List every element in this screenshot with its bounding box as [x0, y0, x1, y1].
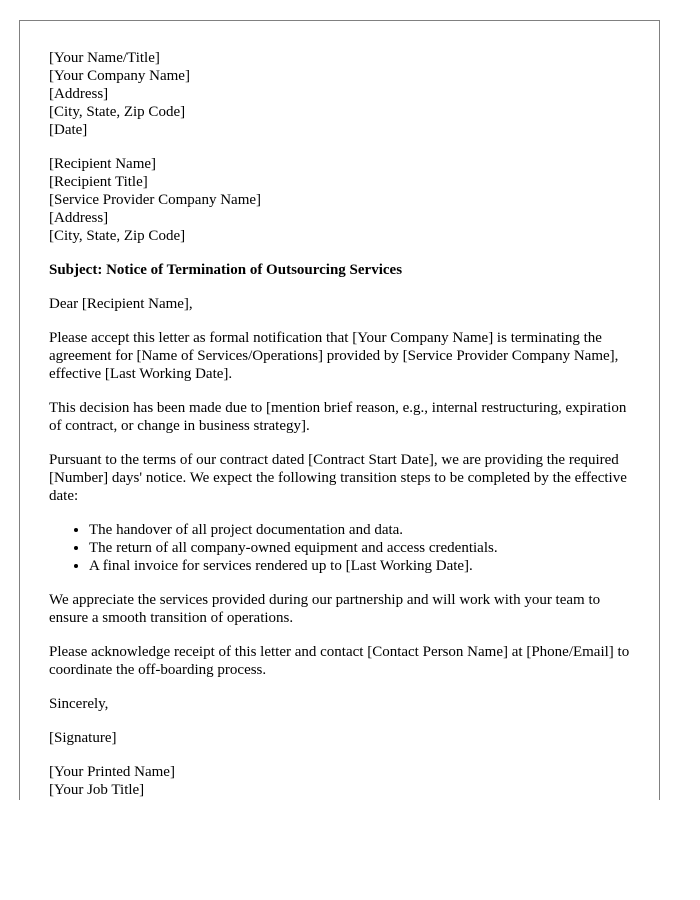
paragraph-notification: Please accept this letter as formal notification that [Your Company Name] is terminating the agreement for [Name of Services/Operations] provided by [Service Provider Company Name], effective [Last Working Date]. — [49, 330, 619, 382]
sender-city-state-zip: [City, State, Zip Code] — [49, 104, 186, 120]
list-item: • A final invoice for services rendered up to [Last Working Date]. — [89, 557, 639, 575]
letter-page — [19, 20, 660, 800]
paragraph-notice-terms: Pursuant to the terms of our contract dated [Contract Start Date], we are providing the required [Number] days' notice. We expect the following transition steps to be completed by the effective date: — [49, 452, 627, 504]
signer-block — [49, 763, 639, 799]
job-title: [Your Job Title] — [49, 782, 145, 798]
sender-company: [Your Company Name] — [49, 68, 190, 84]
salutation: Dear [Recipient Name], — [49, 296, 193, 312]
recipient-city-state-zip: [City, State, Zip Code] — [49, 228, 186, 244]
printed-name: [Your Printed Name] — [49, 764, 175, 780]
transition-steps-list — [49, 521, 639, 575]
letter-date: [Date] — [49, 122, 88, 138]
list-item: • The handover of all project documentation and data. — [89, 521, 639, 539]
sender-name-title: [Your Name/Title] — [49, 50, 160, 66]
letter-content — [49, 49, 639, 800]
signature-placeholder: [Signature] — [49, 730, 117, 746]
recipient-block — [49, 155, 639, 245]
paragraph-acknowledge: Please acknowledge receipt of this letter and contact [Contact Person Name] at [Phone/Email] to coordinate the off-boarding process. — [49, 644, 630, 678]
list-item: • The return of all company-owned equipment and access credentials. — [89, 539, 639, 557]
sender-address: [Address] — [49, 86, 109, 102]
sender-block — [49, 49, 639, 139]
recipient-company: [Service Provider Company Name] — [49, 192, 262, 208]
recipient-name: [Recipient Name] — [49, 156, 157, 172]
paragraph-reason: This decision has been made due to [mention brief reason, e.g., internal restructuring, expiration of contract, or change in business strategy]. — [49, 400, 627, 434]
closing: Sincerely, — [49, 696, 109, 712]
paragraph-appreciation: We appreciate the services provided during our partnership and will work with your team to ensure a smooth transition of operations. — [49, 592, 601, 626]
subject-line: Subject: Notice of Termination of Outsourcing Services — [49, 262, 403, 278]
recipient-address: [Address] — [49, 210, 109, 226]
recipient-title: [Recipient Title] — [49, 174, 148, 190]
